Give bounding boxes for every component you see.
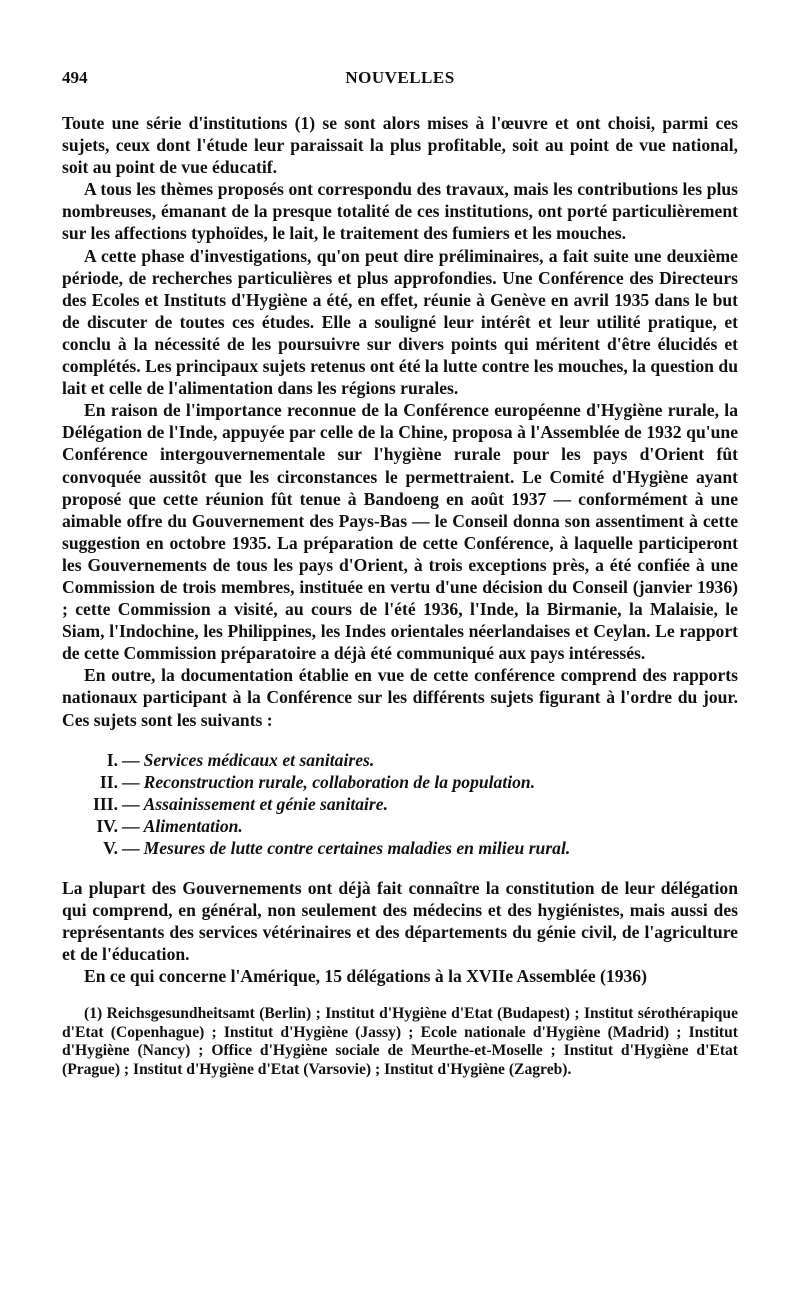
- document-page: [62, 60, 738, 1079]
- list-item-dash: —: [122, 771, 140, 792]
- list-item-text: Services médicaux et sanitaires.: [143, 749, 375, 770]
- footnote: [62, 1005, 738, 1079]
- paragraph: En raison de l'importance reconnue de la Conférence européenne d'Hygiène rurale, la Délégation de l'Inde, appuyée par celle de la Chine, proposa à l'Assemblée de 1932 qu'une Conférence intergouvernementale sur l'hygiène rurale pour les pays d'Orient fût convoquée aussitôt que les circonstances le permettraient. Le Comité d'Hygiène ayant proposé que cette réunion fût tenue à Bandoeng en août 1937 — conformément à une aimable offre du Gouvernement des Pays-Bas — le Conseil donna son assentiment à cette suggestion en octobre 1935. La préparation de cette Conférence, à laquelle participeront les Gouvernements de tous les pays d'Orient, à trois exceptions près, a été confiée à une Commission de trois membres, instituée en vertu d'une décision du Conseil (janvier 1936) ; cette Commission a visité, au cours de l'été 1936, l'Inde, la Birmanie, la Malaisie, le Siam, l'Indochine, les Philippines, les Indes orientales néerlandaises et Ceylan. Le rapport de cette Commission préparatoire a déjà été communiqué aux pays intéressés.: [62, 400, 738, 664]
- paragraph: A tous les thèmes proposés ont correspondu des travaux, mais les contributions les plus nombreuses, émanant de la presque totalité de ces institutions, ont porté particulièrement sur les affections typhoïdes, le lait, le traitement des fumiers et les mouches.: [62, 179, 738, 244]
- list-item-text: Mesures de lutte contre certaines maladies en milieu rural.: [143, 837, 571, 858]
- paragraph: A cette phase d'investigations, qu'on peut dire préliminaires, a fait suite une deuxième période, de recherches particulières et plus approfondies. Une Conférence des Directeurs des Ecoles et Instituts d'Hygiène a été, en effet, réunie à Genève en avril 1935 dans le but de discuter de toutes ces études. Elle a souligné leur intérêt et leur utilité pratique, et conclu à la nécessité de les poursuivre sur divers points qui méritent d'être élucidés et complétés. Les principaux sujets retenus ont été la lutte contre les mouches, la question du lait et celle de l'alimentation dans les régions rurales.: [62, 245, 738, 399]
- list-item: [92, 815, 738, 837]
- list-item: [92, 749, 738, 771]
- list-item-number: II.: [99, 771, 118, 792]
- topics-list: [92, 749, 738, 859]
- paragraph: Toute une série d'institutions (1) se sont alors mises à l'œuvre et ont choisi, parmi ces sujets, ceux dont l'étude leur paraissait la plus profitable, soit au point de vue national, soit au point de vue éducatif.: [62, 113, 738, 178]
- footnote-text: (1) Reichsgesundheitsamt (Berlin) ; Institut d'Hygiène d'Etat (Budapest) ; Institut sérothérapique d'Etat (Copenhague) ; Institut d'Hygiène (Jassy) ; Ecole nationale d'Hygiène (Madrid) ; Institut d'Hygiène (Nancy) ; Office d'Hygiène sociale de Meurthe-et-Moselle ; Institut d'Hygiène d'Etat (Prague) ; Institut d'Hygiène d'Etat (Varsovie) ; Institut d'Hygiène (Zagreb).: [62, 1005, 738, 1078]
- list-item-number: IV.: [96, 815, 118, 836]
- page-number: 494: [62, 68, 88, 87]
- page-header: [62, 60, 738, 90]
- list-item-text: Assainissement et génie sanitaire.: [143, 793, 388, 814]
- list-item-number: V.: [103, 837, 118, 858]
- list-item-number: I.: [106, 749, 118, 770]
- list-item: [92, 771, 738, 793]
- list-item-number: III.: [93, 793, 118, 814]
- list-item-text: Reconstruction rurale, collaboration de la population.: [143, 771, 536, 792]
- list-item-dash: —: [122, 815, 140, 836]
- body-text: [62, 112, 738, 987]
- paragraph: En ce qui concerne l'Amérique, 15 délégations à la XVIIe Assemblée (1936): [84, 966, 647, 986]
- list-item-dash: —: [122, 749, 140, 770]
- paragraph: En outre, la documentation établie en vue de cette conférence comprend des rapports nationaux participant à la Conférence sur les différents sujets figurant à l'ordre du jour. Ces sujets sont les suivants :: [62, 665, 738, 730]
- list-item-text: Alimentation.: [143, 815, 243, 836]
- paragraph: La plupart des Gouvernements ont déjà fait connaître la constitution de leur délégation qui comprend, en général, non seulement des médecins et des hygiénistes, mais aussi des représentants des services vétérinaires et des départements du génie civil, de l'agriculture et de l'éducation.: [62, 877, 738, 964]
- list-item-dash: —: [122, 837, 140, 858]
- running-title: NOUVELLES: [345, 68, 455, 87]
- list-item: [92, 837, 738, 859]
- list-item: [92, 793, 738, 815]
- list-item-dash: —: [122, 793, 140, 814]
